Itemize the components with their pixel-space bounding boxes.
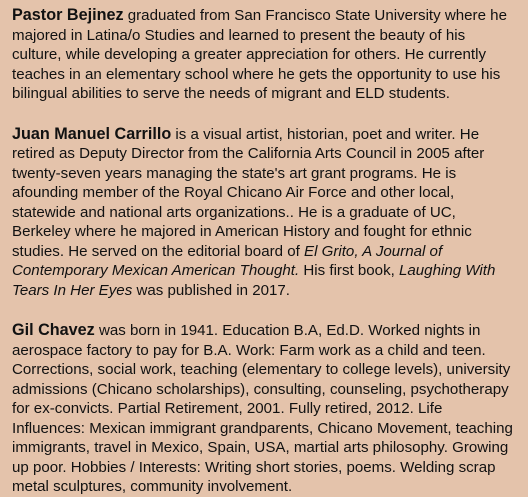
bio-text: is a visual artist, historian, poet and writer. He retired as Deputy Director from the California Arts Council in 2005 after twenty-seven years managing the state's art grant programs. He is afounding member of the Royal Chicano Air Force and other local, statewide and national arts organizations.. He is a graduate of UC, Berkeley where he majored in American History and fought for ethnic studies. He served on the editorial board of (12, 125, 485, 260)
bio-text: His first book, (299, 262, 399, 279)
bio-juan-manuel-carrillo (12, 125, 516, 301)
book-title: Laughing With Tears In Her Eyes (12, 262, 496, 299)
bio-gil-chavez (12, 321, 516, 497)
bio-name: Juan Manuel Carrillo (12, 124, 172, 143)
bio-text: graduated from San Francisco State University where he majored in Latina/o Studies and learned to present the beauty of his culture, while developing a greater appreciation for others. He currently teaches in an elementary school where he gets the opportunity to use his bilingual abilities to serve the needs of migrant and ELD students. (12, 7, 507, 102)
bio-text: was published in 2017. (132, 281, 291, 299)
publication-title: El Grito, A Journal of Contemporary Mexican American Thought. (12, 242, 443, 279)
bio-text: was born in 1941. Education B.A, Ed.D. Worked nights in aerospace factory to pay for B.A. Work: Farm work as a child and teen. Corrections, social work, teaching (elementary to college levels), university admissions (Chicano scholarships), consulting, counseling, psychotherapy for ex-convicts. Partial Retirement, 2001. Fully retired, 2012. Life Influences: Mexican immigrant grandparents, Chicano Movement, teaching immigrants, travel in Mexico, Spain, USA, martial arts philosophy. Growing up poor. Hobbies / Interests: Writing short stories, poems. Welding scrap metal sculptures, community involvement. (12, 322, 513, 495)
bio-name: Pastor Bejinez (12, 6, 124, 24)
bio-name: Gil Chavez (12, 321, 95, 339)
bio-pastor-bejinez (12, 6, 516, 104)
